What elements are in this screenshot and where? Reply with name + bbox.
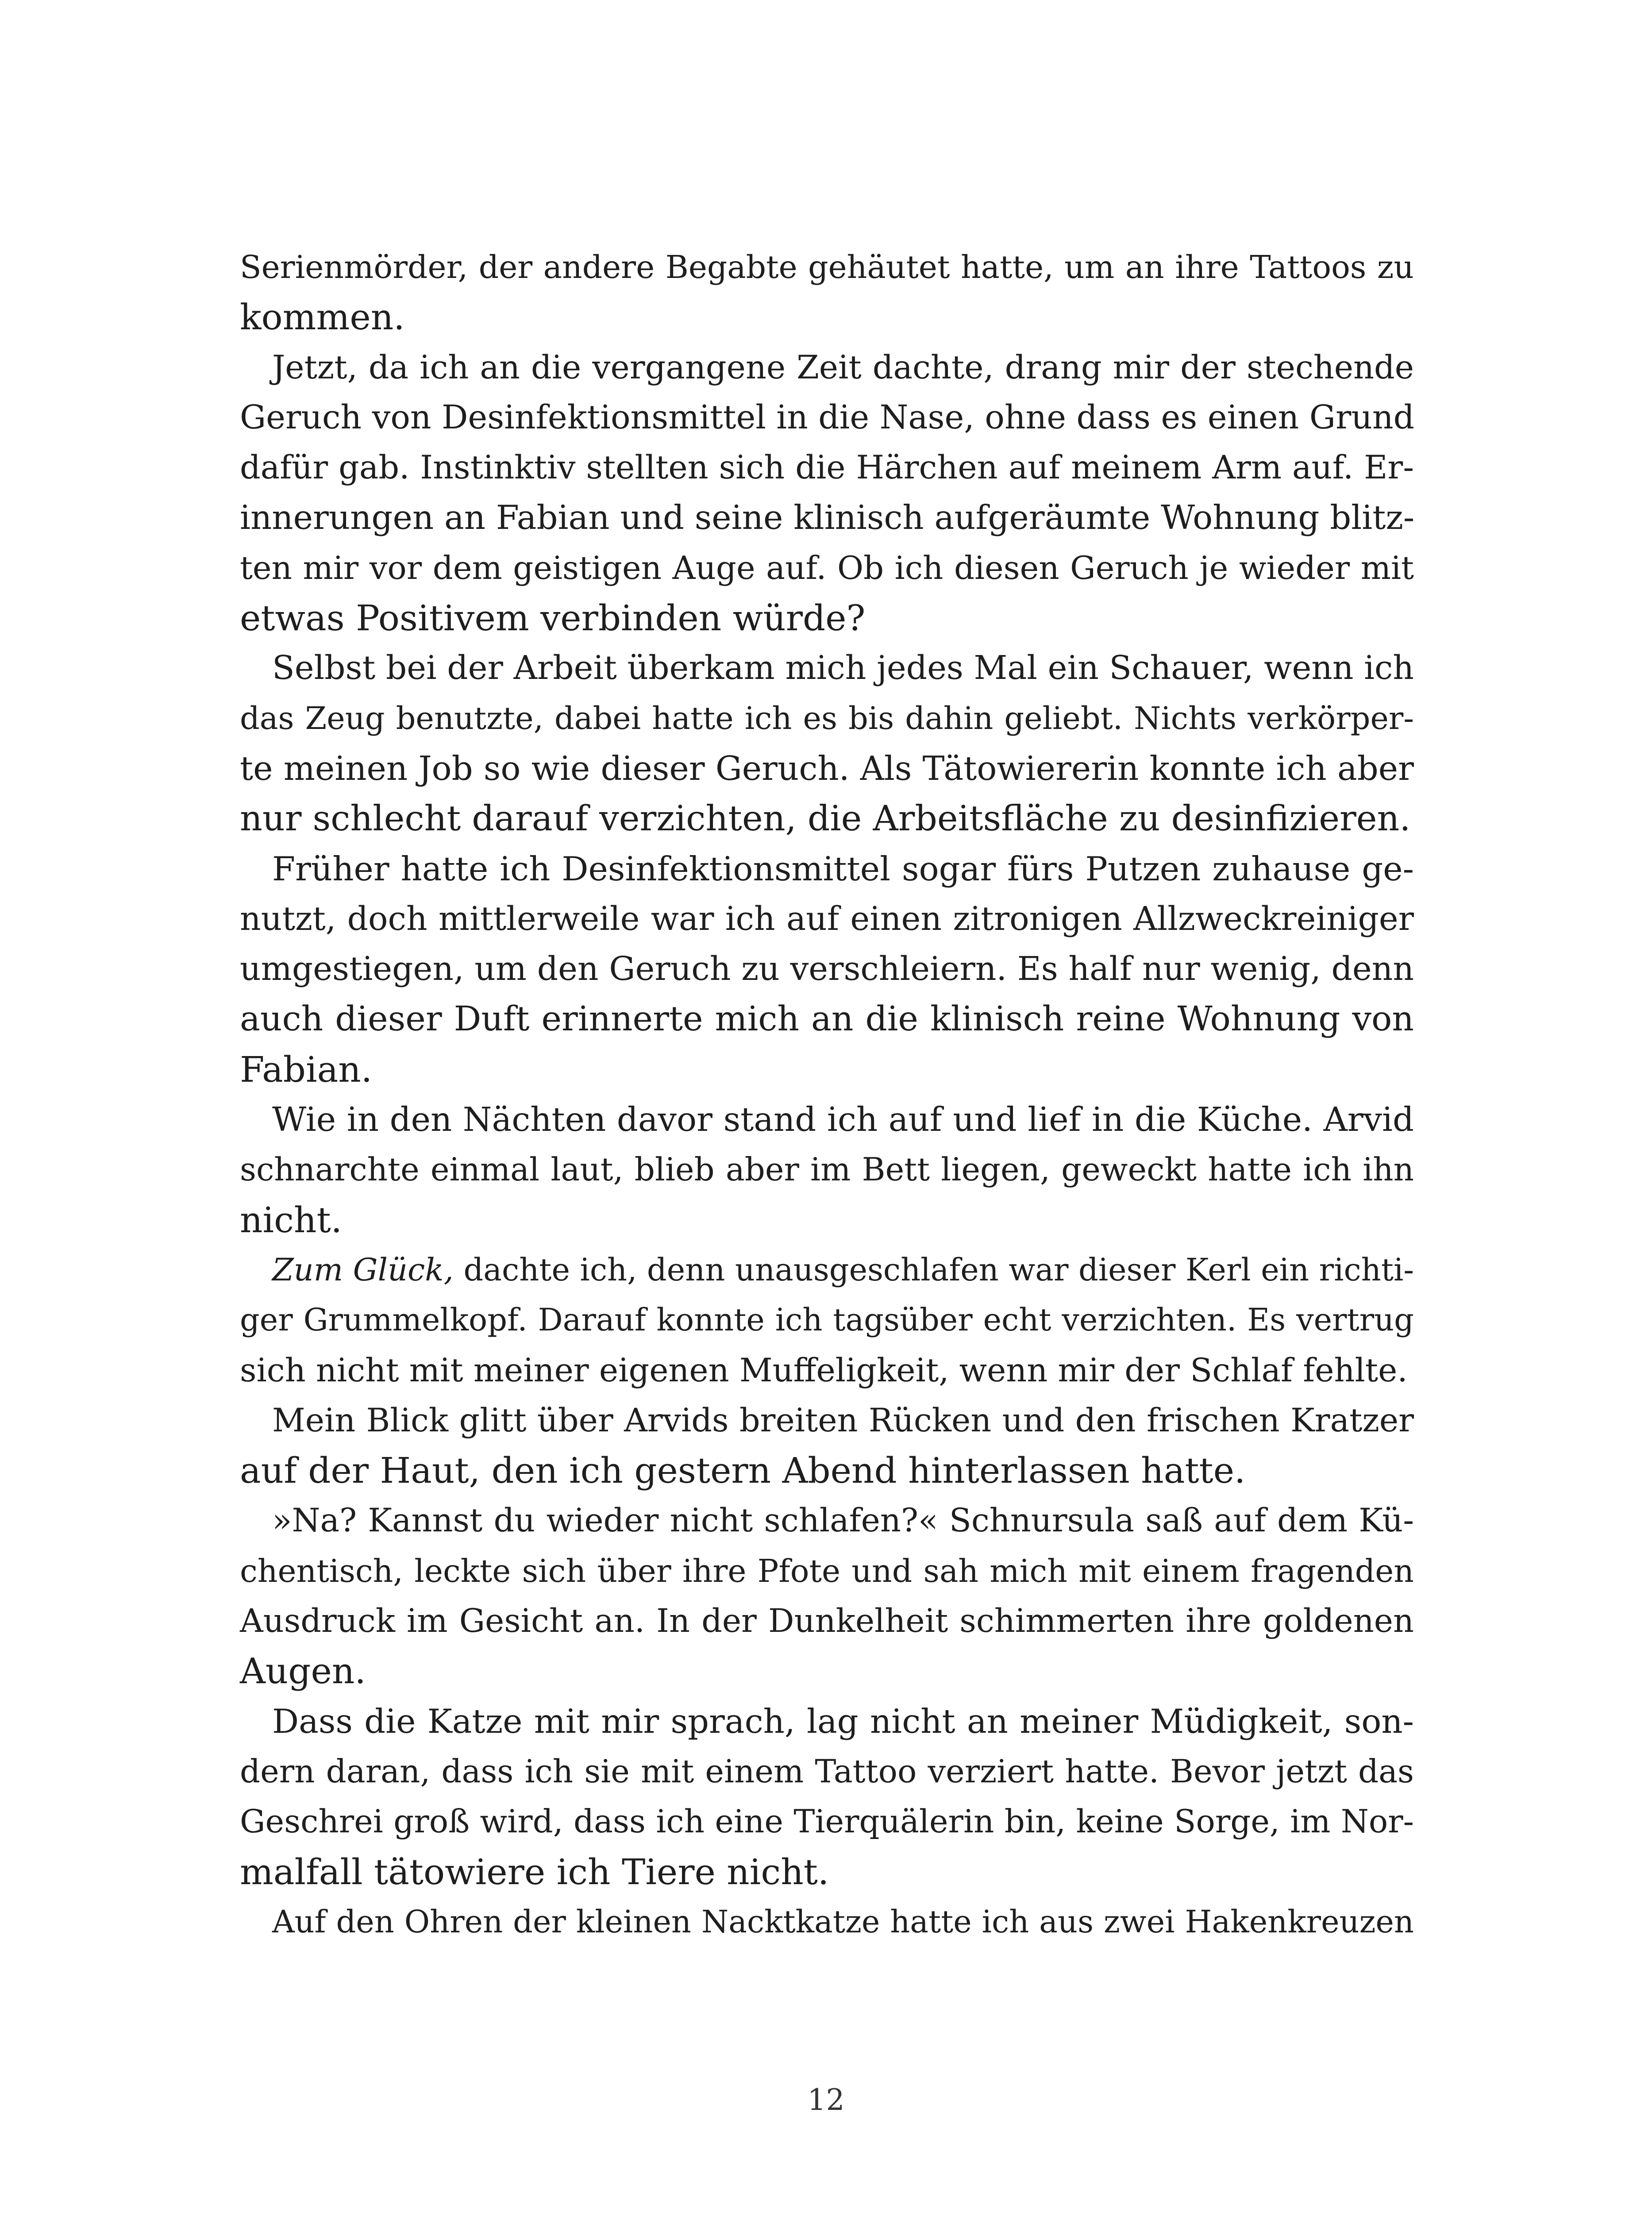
text-line: [240, 593, 1414, 643]
text-line: [240, 1295, 1414, 1345]
line-text: Fabian.: [240, 1049, 373, 1090]
text-line: [240, 393, 1414, 443]
line-text: Wie in den Nächten davor stand ich auf und lief in die Küche. Arvid: [272, 1100, 1414, 1139]
text-line: [240, 1396, 1414, 1446]
text-line: [240, 493, 1414, 543]
line-text: Augen.: [240, 1650, 366, 1692]
line-text: »Na? Kannst du wieder nicht schlafen?« Schnursula saß auf dem Kü-: [272, 1502, 1414, 1540]
line-text: kommen.: [240, 297, 405, 338]
text-line: [240, 1446, 1414, 1496]
text-line: [240, 643, 1414, 693]
line-text: sich nicht mit meiner eigenen Muffeligkeit, wenn mir der Schlaf fehlte.: [240, 1351, 1408, 1389]
line-text: Ausdruck im Gesicht an. In der Dunkelheit schimmerten ihre goldenen: [240, 1602, 1414, 1640]
line-text: chentisch, leckte sich über ihre Pfote und sah mich mit einem fragenden: [240, 1552, 1414, 1589]
text-line: [240, 343, 1414, 393]
text-line: [240, 944, 1414, 994]
text-line: [240, 1546, 1414, 1596]
line-text: Mein Blick glitt über Arvids breiten Rücken und den frischen Kratzer: [272, 1401, 1414, 1439]
text-line: [240, 1746, 1414, 1797]
text-line: [240, 1195, 1414, 1245]
text-line: [240, 543, 1414, 593]
text-line: [240, 1095, 1414, 1145]
text-line: [240, 894, 1414, 944]
line-text: innerungen an Fabian und seine klinisch aufgeräumte Wohnung blitz-: [240, 498, 1415, 537]
line-text: auf der Haut, den ich gestern Abend hinterlassen hatte.: [240, 1450, 1246, 1492]
line-text: dachte ich, denn unausgeschlafen war dieser Kerl ein richti-: [453, 1251, 1414, 1288]
body-text: [240, 242, 1414, 1947]
text-line: [240, 1646, 1414, 1696]
text-line: [240, 1897, 1414, 1947]
text-line: [240, 292, 1414, 342]
line-text: nicht.: [240, 1199, 343, 1241]
line-text: Jetzt, da ich an die vergangene Zeit dachte, drang mir der stechende: [272, 348, 1414, 386]
line-text: das Zeug benutzte, dabei hatte ich es bis dahin geliebt. Nichts verkörper-: [240, 700, 1414, 736]
text-line: [240, 242, 1414, 292]
text-line: [240, 1496, 1414, 1546]
line-text: nur schlecht darauf verzichten, die Arbeitsfläche zu desinfizieren.: [240, 798, 1411, 839]
italic-text: Zum Glück,: [272, 1251, 454, 1288]
line-text: schnarchte einmal laut, blieb aber im Bett liegen, geweckt hatte ich ihn: [240, 1151, 1414, 1188]
line-text: Selbst bei der Arbeit überkam mich jedes Mal ein Schauer, wenn ich: [272, 649, 1414, 687]
line-text: dafür gab. Instinktiv stellten sich die Härchen auf meinem Arm auf. Er-: [240, 449, 1414, 487]
line-text: Dass die Katze mit mir sprach, lag nicht an meiner Müdigkeit, son-: [272, 1701, 1414, 1741]
line-text: te meinen Job so wie dieser Geruch. Als Tätowiererin konnte ich aber: [240, 748, 1414, 788]
line-text: ger Grummelkopf. Darauf konnte ich tagsüber echt verzichten. Es vertrug: [240, 1302, 1414, 1338]
text-line: [240, 1797, 1414, 1847]
text-line: [240, 1346, 1414, 1396]
line-text: malfall tätowiere ich Tiere nicht.: [240, 1851, 829, 1893]
line-text: auch dieser Duft erinnerte mich an die klinisch reine Wohnung von: [240, 999, 1414, 1039]
text-line: [240, 1847, 1414, 1897]
line-text: Auf den Ohren der kleinen Nacktkatze hatte ich aus zwei Hakenkreuzen: [272, 1903, 1414, 1940]
text-line: [240, 1145, 1414, 1195]
line-text: ten mir vor dem geistigen Auge auf. Ob ich diesen Geruch je wieder mit: [240, 549, 1414, 586]
page-number: 12: [807, 2083, 845, 2117]
line-text: dern daran, dass ich sie mit einem Tattoo verziert hatte. Bevor jetzt das: [240, 1752, 1414, 1790]
text-line: [240, 694, 1414, 744]
text-line: [240, 1596, 1414, 1646]
line-text: umgestiegen, um den Geruch zu verschleiern. Es half nur wenig, denn: [240, 950, 1414, 988]
text-line: [240, 844, 1414, 894]
text-line: [240, 1045, 1414, 1095]
text-line: [240, 994, 1414, 1044]
line-text: Früher hatte ich Desinfektionsmittel sogar fürs Putzen zuhause ge-: [272, 849, 1414, 888]
text-line: [240, 443, 1414, 493]
line-text: Geruch von Desinfektionsmittel in die Nase, ohne dass es einen Grund: [240, 398, 1415, 436]
text-line: [240, 794, 1414, 844]
text-line: [240, 1696, 1414, 1746]
line-text: etwas Positivem verbinden würde?: [240, 598, 866, 639]
text-line: [240, 1245, 1414, 1295]
line-text: nutzt, doch mittlerweile war ich auf einen zitronigen Allzweckreiniger: [240, 899, 1414, 938]
line-text: Serienmörder, der andere Begabte gehäutet hatte, um an ihre Tattoos zu: [240, 249, 1414, 285]
text-line: [240, 744, 1414, 794]
line-text: Geschrei groß wird, dass ich eine Tierquälerin bin, keine Sorge, im Nor-: [240, 1803, 1414, 1840]
